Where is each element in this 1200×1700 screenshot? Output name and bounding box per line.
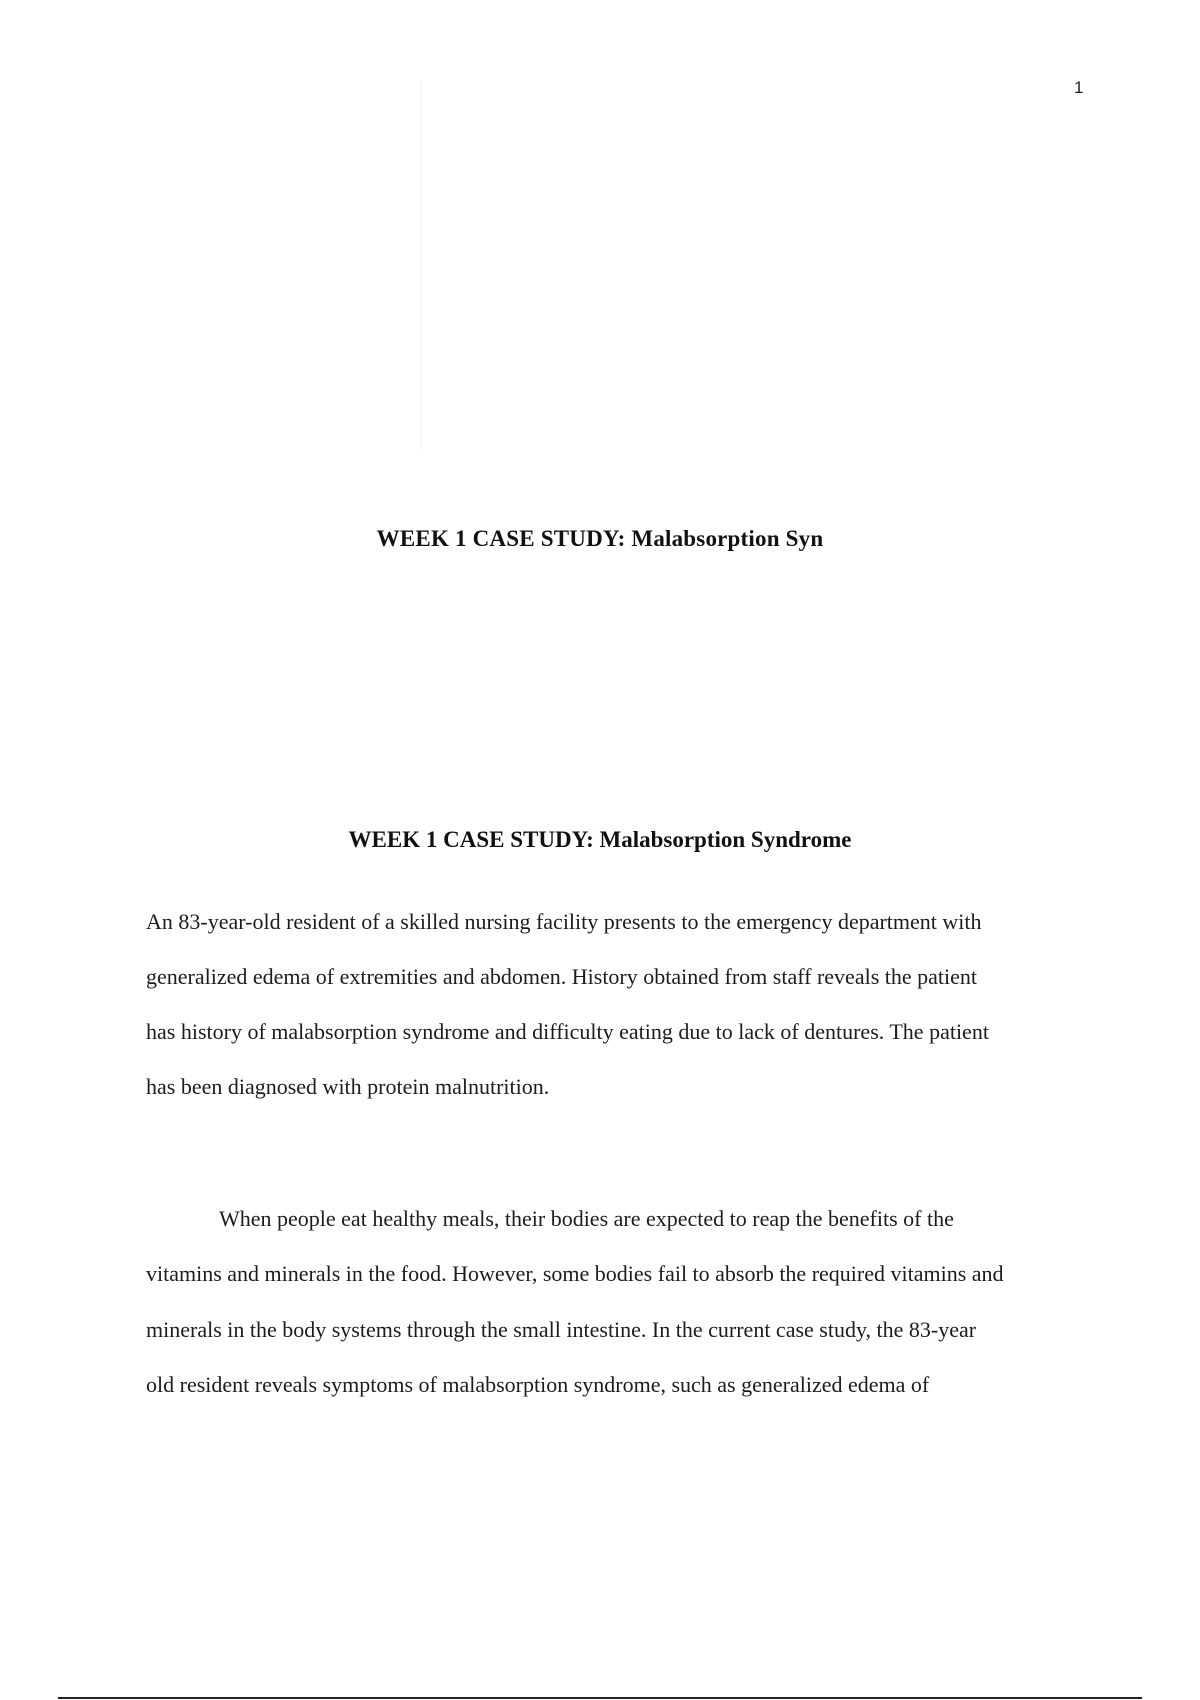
case-line-3: has history of malabsorption syndrome and difficulty eating due to lack of dentures. The patient bbox=[146, 1019, 989, 1044]
page-number: 1 bbox=[1074, 78, 1084, 97]
case-line-4: has been diagnosed with protein malnutrition. bbox=[146, 1074, 550, 1099]
bottom-divider bbox=[58, 1697, 1142, 1699]
body-line-1: When people eat healthy meals, their bodies are expected to reap the benefits of the bbox=[219, 1206, 954, 1231]
document-title: WEEK 1 CASE STUDY: Malabsorption Syndrome bbox=[348, 827, 852, 852]
case-line-2: generalized edema of extremities and abdomen. History obtained from staff reveals the patient bbox=[146, 964, 978, 989]
faint-vertical-line bbox=[421, 80, 422, 450]
body-line-3: minerals in the body systems through the small intestine. In the current case study, the 83-year bbox=[146, 1317, 977, 1342]
case-line-1: An 83-year-old resident of a skilled nursing facility presents to the emergency department with bbox=[146, 909, 982, 934]
body-line-2: vitamins and minerals in the food. However, some bodies fail to absorb the required vitamins and bbox=[146, 1261, 1004, 1286]
body-line-4: old resident reveals symptoms of malabsorption syndrome, such as generalized edema of bbox=[146, 1372, 930, 1397]
cover-title: WEEK 1 CASE STUDY: Malabsorption Syn bbox=[376, 526, 824, 551]
